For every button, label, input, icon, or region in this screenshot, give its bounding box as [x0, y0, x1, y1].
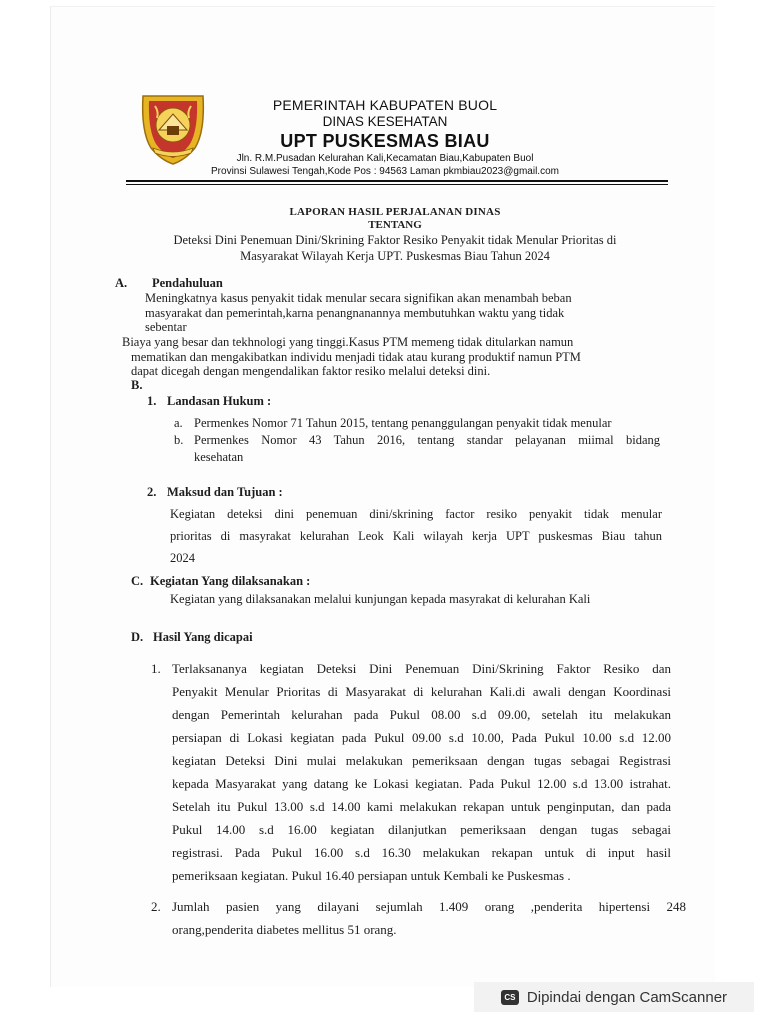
section-a-line: Meningkatnya kasus penyakit tidak menular secara signifikan akan menambah beban	[145, 291, 572, 305]
section-b1-number: 1.	[147, 394, 157, 408]
camscanner-watermark-text: Dipindai dengan CamScanner	[526, 988, 728, 1006]
section-c-marker: C.	[131, 574, 144, 588]
section-d1-line: pemeriksaan kegiatan. Pukul 16.40 persiapan untuk Kembali ke Puskesmas .	[172, 868, 571, 883]
section-a-line: Biaya yang besar dan tekhnologi yang tinggi.Kasus PTM memeng tidak ditularkan namun	[122, 335, 574, 349]
section-d1-number: 1.	[151, 661, 161, 676]
section-b2-line: Kegiatan deteksi dini penemuan dini/skrining factor resiko penyakit tidak menular	[170, 507, 662, 521]
institution-name: UPT PUSKESMAS BIAU	[280, 131, 490, 151]
camscanner-icon: CS	[501, 990, 519, 1005]
section-d1-line: dengan Pemerintah kelurahan pada Pukul 08.00 s.d 09.00, setelah itu melakukan	[172, 707, 671, 722]
list-item-text: Permenkes Nomor 43 Tahun 2016, tentang standar pelayanan miimal bidang	[194, 433, 660, 447]
section-b2-line: prioritas di masyrakat kelurahan Leok Kali wilayah kerja UPT puskesmas Biau tahun	[170, 529, 662, 543]
section-d1-line: persiapan di Lokasi kegiatan pada Pukul 09.00 s.d 10.00, Pada Pukul 10.00 s.d 12.00	[172, 730, 671, 745]
report-title-block	[120, 206, 670, 264]
section-d-heading: Hasil Yang dicapai	[153, 630, 253, 644]
section-a-line: sebentar	[145, 320, 187, 334]
list-item-text: Permenkes Nomor 71 Tahun 2015, tentang penanggulangan penyakit tidak menular	[194, 416, 612, 430]
section-a-line: dapat dicegah dengan mengendalikan faktor resiko melalui deteksi dini.	[131, 364, 491, 378]
section-b2-line: 2024	[170, 551, 195, 565]
section-d1-line: Penyakit Menular Prioritas di Masyarakat di kelurahan Kali.di awali dengan Koordinasi	[172, 684, 671, 699]
letterhead-divider-thin	[126, 184, 668, 185]
department-name: DINAS KESEHATAN	[322, 114, 448, 129]
section-b2-number: 2.	[147, 485, 157, 499]
section-d2-number: 2.	[151, 899, 161, 914]
report-title-tentang: TENTANG	[368, 219, 422, 231]
government-name: PEMERINTAH KABUPATEN BUOL	[272, 97, 498, 113]
address-line: Jln. R.M.Pusadan Kelurahan Kali,Kecamatan Biau,Kabupaten Buol	[236, 153, 534, 164]
list-item-marker: b.	[174, 433, 184, 447]
letterhead-divider-thick	[126, 180, 668, 182]
section-d1-line: kegiatan Deteksi Dini mulai melakukan pemeriksaan dengan tugas sebagai Registrasi	[172, 753, 671, 768]
section-a-line: masyarakat dan pemerintah,karna penangnanannya membutuhkan waktu yang tidak	[145, 306, 565, 320]
list-item-text-continued: kesehatan	[194, 450, 244, 464]
section-a-line: mematikan dan mengakibatkan individu menjadi tidak atau kurang produktif namun PTM	[131, 350, 581, 364]
report-title: LAPORAN HASIL PERJALANAN DINAS	[289, 206, 501, 218]
section-d1-line: kepada Masyarakat yang datang ke Lokasi kegiatan. Pada Pukul 12.00 s.d 13.00 istrahat.	[172, 776, 671, 791]
list-item-marker: a.	[174, 416, 183, 430]
section-d-marker: D.	[131, 630, 144, 644]
camscanner-watermark	[474, 982, 754, 1012]
section-d1-line: registrasi. Pada Pukul 16.00 s.d 16.30 melakukan rekapan untuk di input hasil	[172, 845, 671, 860]
section-b1-heading: Landasan Hukum :	[167, 394, 272, 408]
section-a-marker: A.	[115, 276, 128, 290]
section-b2-heading: Maksud dan Tujuan :	[167, 485, 283, 499]
section-c-heading: Kegiatan Yang dilaksanakan :	[150, 574, 311, 588]
section-d2-line: Jumlah pasien yang dilayani sejumlah 1.409 orang ,penderita hipertensi 248	[172, 899, 686, 914]
section-d1-line: Pukul 14.00 s.d 16.00 kegiatan dilanjutkan pemeriksaan dengan tugas sebagai	[172, 822, 671, 837]
section-d1-line: Setelah itu Pukul 13.00 s.d 14.00 kami melakukan rekapan untuk penginputan, dan pada	[172, 799, 671, 814]
section-d2-line: orang,penderita diabetes mellitus 51 orang.	[172, 922, 397, 937]
contact-line: Provinsi Sulawesi Tengah,Kode Pos : 94563 Laman pkmbiau2023@gmail.com	[211, 166, 559, 177]
section-b-marker: B.	[131, 378, 143, 392]
kabupaten-buol-emblem-icon	[137, 92, 209, 166]
section-d1-line: Terlaksananya kegiatan Deteksi Dini Penemuan Dini/Skrining Faktor Resiko dan	[172, 661, 671, 676]
report-subject-line1: Deteksi Dini Penemuan Dini/Skrining Faktor Resiko Penyakit tidak Menular Prioritas di	[173, 233, 617, 247]
report-subject-line2: Masyarakat Wilayah Kerja UPT. Puskesmas Biau Tahun 2024	[240, 249, 550, 263]
section-a-heading: Pendahuluan	[152, 276, 223, 290]
section-c-text: Kegiatan yang dilaksanakan melalui kunjungan kepada masyrakat di kelurahan Kali	[170, 592, 591, 606]
letterhead	[200, 97, 570, 178]
